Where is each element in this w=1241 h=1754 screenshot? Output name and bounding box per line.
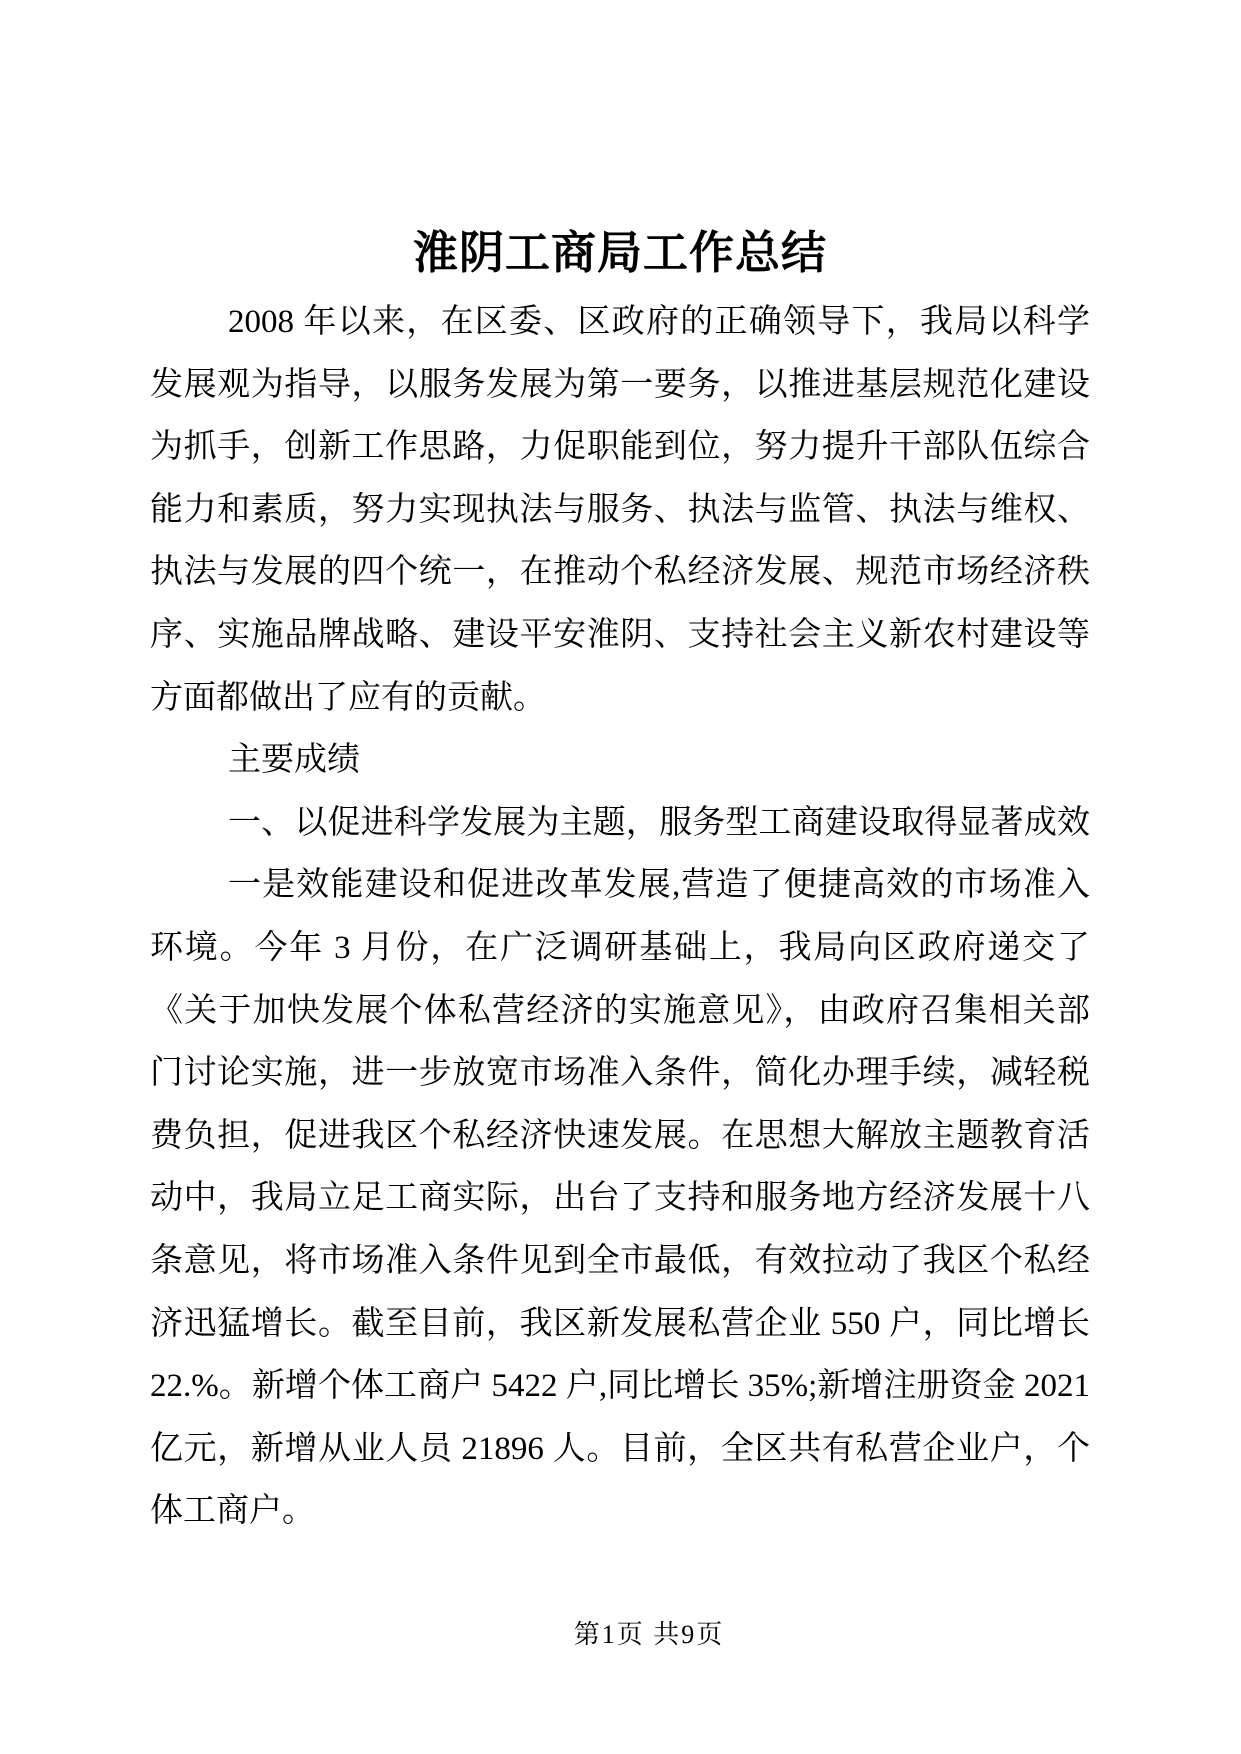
body-line: 费负担，促进我区个私经济快速发展。在思想大解放主题教育活 bbox=[150, 1117, 1090, 1154]
body-line: 为抓手，创新工作思路，力促职能到位，努力提升干部队伍综合 bbox=[150, 429, 1090, 466]
body-line: 动中，我局立足工商实际，出台了支持和服务地方经济发展十八 bbox=[150, 1180, 1090, 1217]
body-line: 环境。今年 3 月份，在广泛调研基础上，我局向区政府递交了 bbox=[150, 929, 1090, 966]
body-line: 《关于加快发展个体私营经济的实施意见》，由政府召集相关部 bbox=[150, 992, 1090, 1029]
body-line: 执法与发展的四个统一，在推动个私经济发展、规范市场经济秩 bbox=[150, 554, 1090, 591]
body-line: 序、实施品牌战略、建设平安淮阴、支持社会主义新农村建设等 bbox=[150, 616, 1090, 653]
body-line: 济迅猛增长。截至目前，我区新发展私营企业 550 户，同比增长 bbox=[150, 1305, 1090, 1342]
document-title: 淮阴工商局工作总结 bbox=[412, 228, 827, 278]
document-body bbox=[150, 291, 1090, 1543]
body-line: 方面都做出了应有的贡献。 bbox=[150, 679, 546, 716]
body-line: 22.%。新增个体工商户 5422 户,同比增长 35%;新增注册资金 2021 bbox=[150, 1368, 1090, 1405]
body-line: 条意见，将市场准入条件见到全市最低，有效拉动了我区个私经 bbox=[150, 1242, 1090, 1279]
section-heading: 一、以促进科学发展为主题，服务型工商建设取得显著成效 bbox=[228, 804, 1090, 841]
body-line: 一是效能建设和促进改革发展,营造了便捷高效的市场准入 bbox=[228, 867, 1090, 904]
body-line: 能力和素质，努力实现执法与服务、执法与监管、执法与维权、 bbox=[150, 491, 1090, 528]
body-line: 门讨论实施，进一步放宽市场准入条件，简化办理手续，减轻税 bbox=[150, 1055, 1090, 1092]
body-line: 体工商户。 bbox=[150, 1493, 315, 1530]
body-line: 发展观为指导，以服务发展为第一要务，以推进基层规范化建设 bbox=[150, 366, 1090, 403]
section-heading: 主要成绩 bbox=[228, 742, 360, 779]
body-line: 亿元，新增从业人员 21896 人。目前，全区共有私营企业户，个 bbox=[150, 1430, 1090, 1467]
page-number-footer: 第1页 共9页 bbox=[573, 1619, 725, 1649]
body-line: 2008 年以来，在区委、区政府的正确领导下，我局以科学 bbox=[228, 304, 1090, 340]
